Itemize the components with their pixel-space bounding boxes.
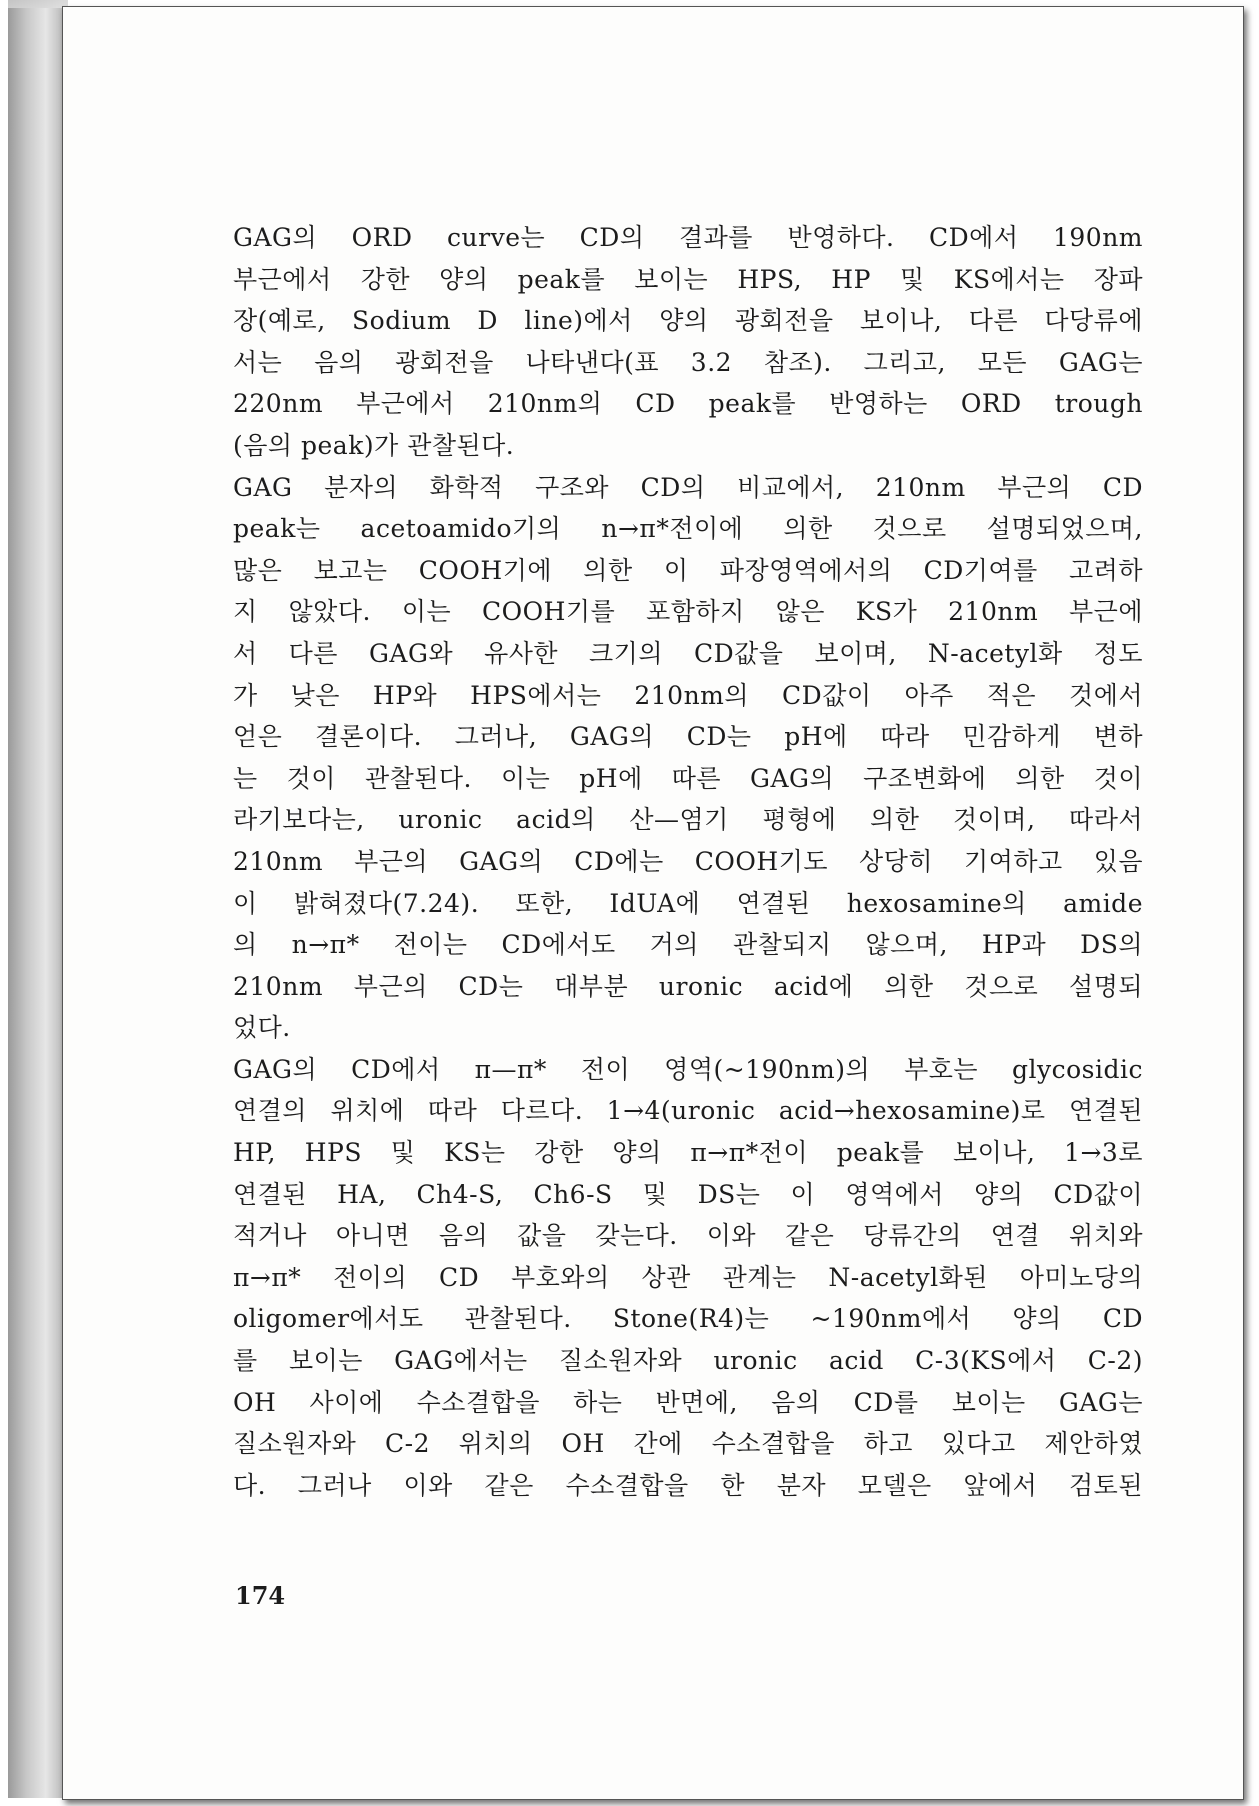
text-line: 장(예로, Sodium D line)에서 양의 광회전을 보이나, 다른 다당류에	[233, 306, 1143, 336]
text-line: 질소원자와 C-2 위치의 OH 간에 수소결합을 하고 있다고 제안하였	[233, 1429, 1143, 1459]
text-line: 가 낮은 HP와 HPS에서는 210nm의 CD값이 아주 적은 것에서	[233, 680, 1143, 710]
text-line: peak는 acetoamido기의 n→π*전이에 의한 것으로 설명되었으며,	[233, 514, 1143, 544]
text-line: 라기보다는, uronic acid의 산—염기 평형에 의한 것이며, 따라서	[233, 805, 1143, 835]
text-line: oligomer에서도 관찰된다. Stone(R4)는 ~190nm에서 양의 CD	[233, 1304, 1143, 1334]
text-line: 지 않았다. 이는 COOH기를 포함하지 않은 KS가 210nm 부근에	[233, 597, 1143, 627]
text-line: GAG의 ORD curve는 CD의 결과를 반영하다. CD에서 190nm	[233, 223, 1143, 252]
text-line: HP, HPS 및 KS는 강한 양의 π→π*전이 peak를 보이나, 1→3로	[233, 1138, 1143, 1168]
text-line: 210nm 부근의 GAG의 CD에는 COOH기도 상당히 기여하고 있음	[233, 846, 1143, 876]
text-line: 는 것이 관찰된다. 이는 pH에 따른 GAG의 구조변화에 의한 것이	[233, 763, 1143, 793]
text-line: π→π* 전이의 CD 부호와의 상관 관계는 N-acetyl화된 아미노당의	[233, 1262, 1143, 1292]
text-line: 었다.	[233, 1013, 291, 1043]
text-line: 서는 음의 광회전을 나타낸다(표 3.2 참조). 그리고, 모든 GAG는	[233, 347, 1143, 377]
book-page	[62, 6, 1244, 1800]
text-line: 를 보이는 GAG에서는 질소원자와 uronic acid C-3(KS에서 C-2)	[233, 1346, 1143, 1376]
book-spine	[8, 8, 63, 1798]
text-line: 부근에서 강한 양의 peak를 보이는 HPS, HP 및 KS에서는 장파	[233, 264, 1143, 294]
text-line: 연결된 HA, Ch4-S, Ch6-S 및 DS는 이 영역에서 양의 CD값이	[233, 1179, 1143, 1209]
text-line: 연결의 위치에 따라 다르다. 1→4(uronic acid→hexosamine)로 연결된	[233, 1096, 1143, 1126]
text-line: (음의 peak)가 관찰된다.	[233, 430, 515, 460]
text-line: 많은 보고는 COOH기에 의한 이 파장영역에서의 CD기여를 고려하	[233, 555, 1143, 585]
text-line: OH 사이에 수소결합을 하는 반면에, 음의 CD를 보이는 GAG는	[233, 1387, 1143, 1417]
text-line: 서 다른 GAG와 유사한 크기의 CD값을 보이며, N-acetyl화 정도	[233, 638, 1143, 668]
text-line: 이 밝혀졌다(7.24). 또한, IdUA에 연결된 hexosamine의 amide	[233, 888, 1143, 918]
text-line: GAG 분자의 화학적 구조와 CD의 비교에서, 210nm 부근의 CD	[233, 472, 1143, 502]
text-line: 220nm 부근에서 210nm의 CD peak를 반영하는 ORD trough	[233, 389, 1143, 419]
page-number: 174	[235, 1581, 286, 1610]
text-line: 얻은 결론이다. 그러나, GAG의 CD는 pH에 따라 민감하게 변하	[233, 722, 1143, 752]
text-line: GAG의 CD에서 π—π* 전이 영역(~190nm)의 부호는 glycosidic	[233, 1054, 1143, 1084]
text-line: 적거나 아니면 음의 값을 갖는다. 이와 같은 당류간의 연결 위치와	[233, 1221, 1143, 1251]
text-line: 의 n→π* 전이는 CD에서도 거의 관찰되지 않으며, HP과 DS의	[233, 930, 1143, 960]
text-line: 210nm 부근의 CD는 대부분 uronic acid에 의한 것으로 설명되	[233, 971, 1143, 1001]
text-line: 다. 그러나 이와 같은 수소결합을 한 분자 모델은 앞에서 검토된	[233, 1470, 1143, 1500]
body-text	[233, 217, 1143, 1506]
